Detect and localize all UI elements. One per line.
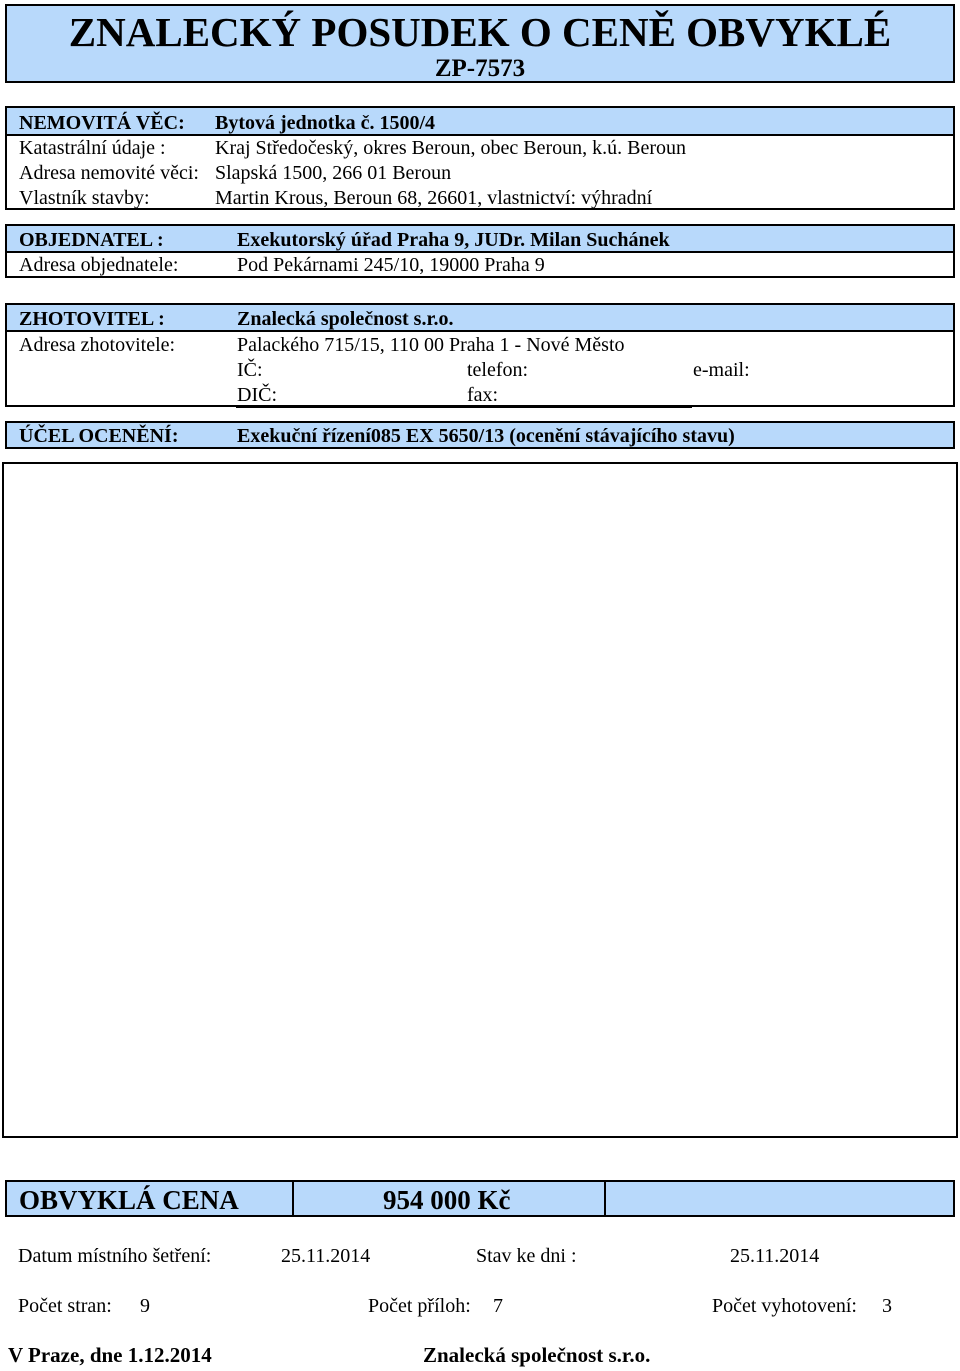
- price-divider-2: [604, 1182, 606, 1215]
- email-label: e-mail:: [693, 359, 750, 381]
- contractor-value: Znalecká společnost s.r.o.: [237, 308, 454, 330]
- contractor-address-label: Adresa zhotovitele:: [19, 334, 176, 356]
- client-box: [5, 224, 955, 278]
- fax-label: fax:: [467, 384, 499, 406]
- client-address-value: Pod Pekárnami 245/10, 19000 Praha 9: [237, 254, 545, 276]
- pages-label: Počet stran:: [18, 1295, 112, 1317]
- client-value: Exekutorský úřad Praha 9, JUDr. Milan Suchánek: [237, 229, 670, 251]
- document-title: ZNALECKÝ POSUDEK O CENĚ OBVYKLÉ: [68, 9, 892, 55]
- phone-label: telefon:: [467, 359, 529, 381]
- cadastral-value: Kraj Středočeský, okres Beroun, obec Beroun, k.ú. Beroun: [215, 137, 686, 159]
- ic-label: IČ:: [237, 359, 263, 381]
- property-value: Bytová jednotka č. 1500/4: [215, 112, 435, 134]
- client-label: OBJEDNATEL :: [19, 229, 164, 251]
- contractor-bottom-rule: [236, 406, 692, 408]
- purpose-box: [5, 421, 955, 449]
- client-address-label: Adresa objednatele:: [19, 254, 179, 276]
- place-date: V Praze, dne 1.12.2014: [8, 1343, 212, 1367]
- photo-frame: [2, 462, 958, 1138]
- owner-value: Martin Krous, Beroun 68, 26601, vlastnictví: výhradní: [215, 187, 653, 209]
- property-address-value: Slapská 1500, 266 01 Beroun: [215, 162, 452, 184]
- price-value: 954 000 Kč: [383, 1185, 511, 1215]
- purpose-value: Exekuční řízení085 EX 5650/13 (ocenění stávajícího stavu): [237, 425, 735, 447]
- state-date-value: 25.11.2014: [730, 1245, 820, 1267]
- document-code: ZP-7573: [434, 55, 526, 82]
- inspection-date-value: 25.11.2014: [281, 1245, 371, 1267]
- inspection-date-label: Datum místního šetření:: [18, 1245, 212, 1267]
- footer-company: Znalecká společnost s.r.o.: [423, 1343, 651, 1367]
- cadastral-label: Katastrální údaje :: [19, 137, 166, 159]
- price-box: [5, 1180, 955, 1217]
- contractor-label: ZHOTOVITEL :: [19, 308, 165, 330]
- pages-value: 9: [140, 1295, 150, 1317]
- property-box: [5, 106, 955, 210]
- copies-value: 3: [882, 1295, 892, 1317]
- dic-label: DIČ:: [237, 384, 277, 406]
- owner-label: Vlastník stavby:: [19, 187, 150, 209]
- title-box: [5, 4, 955, 83]
- copies-label: Počet vyhotovení:: [712, 1295, 857, 1317]
- purpose-label: ÚČEL OCENĚNÍ:: [19, 425, 179, 447]
- property-address-label: Adresa nemovité věci:: [19, 162, 199, 184]
- contractor-address-value: Palackého 715/15, 110 00 Praha 1 - Nové Město: [237, 334, 625, 356]
- state-date-label: Stav ke dni :: [476, 1245, 577, 1267]
- contractor-box: [5, 303, 955, 407]
- attachments-label: Počet příloh:: [368, 1295, 471, 1317]
- price-divider-1: [292, 1182, 294, 1215]
- property-label: NEMOVITÁ VĚC:: [19, 112, 185, 134]
- price-label: OBVYKLÁ CENA: [19, 1185, 239, 1215]
- attachments-value: 7: [493, 1295, 503, 1317]
